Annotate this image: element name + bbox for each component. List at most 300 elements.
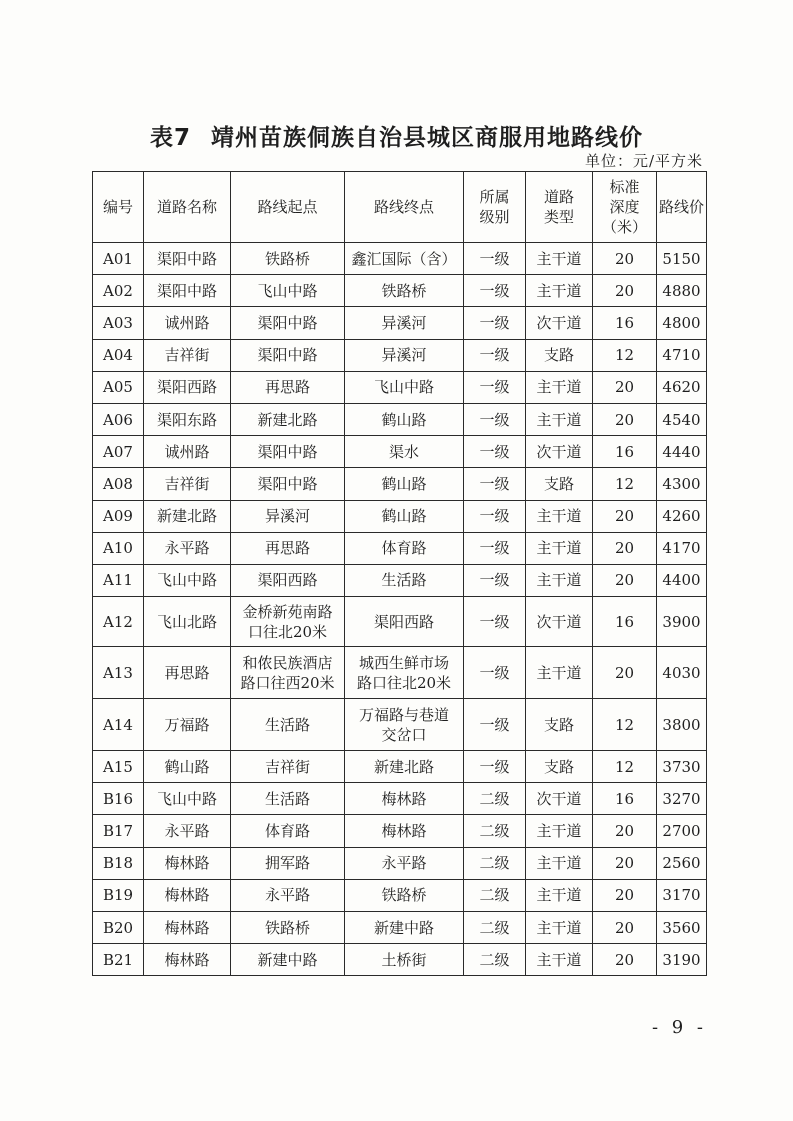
cell-text: 二级: [479, 789, 510, 808]
table-row: [93, 912, 707, 944]
cell-standard-depth: [593, 912, 657, 944]
cell-text: 再思路: [164, 663, 210, 682]
cell-text: A14: [103, 715, 133, 734]
cell-text: 主干道: [536, 950, 582, 969]
cell-standard-depth: [593, 403, 657, 435]
cell-start-point: [231, 403, 345, 435]
cell-end-point: [345, 699, 464, 751]
cell-text: 次干道: [536, 789, 582, 808]
cell-id: [93, 597, 144, 647]
cell-text: 梅林路: [381, 789, 427, 808]
cell-road-name: [144, 243, 231, 275]
cell-text: 城西生鲜市场 路口往北20米: [356, 653, 452, 692]
cell-text: 3730: [662, 757, 701, 776]
cell-text: 一级: [479, 757, 510, 776]
cell-text: 20: [614, 571, 635, 590]
cell-start-point: [231, 468, 345, 500]
cell-text: 飞山中路: [257, 281, 318, 300]
cell-road-type: [526, 783, 593, 815]
cell-road-type: [526, 500, 593, 532]
cell-start-point: [231, 307, 345, 339]
cell-road-name: [144, 307, 231, 339]
cell-id: [93, 912, 144, 944]
cell-text: 飞山北路: [156, 612, 217, 631]
table-row: [93, 500, 707, 532]
cell-standard-depth: [593, 564, 657, 596]
cell-text: 4800: [662, 313, 701, 332]
cell-text: 和侬民族酒店 路口往西20米: [240, 653, 335, 692]
cell-id: [93, 564, 144, 596]
cell-standard-depth: [593, 243, 657, 275]
cell-text: 新建北路: [373, 757, 434, 776]
table-row: [93, 243, 707, 275]
cell-text: 次干道: [536, 313, 582, 332]
cell-text: B16: [102, 789, 134, 808]
table-row: [93, 339, 707, 371]
cell-road-type: [526, 403, 593, 435]
cell-text: 20: [614, 507, 635, 526]
cell-start-point: [231, 879, 345, 911]
cell-text: 20: [614, 918, 635, 937]
cell-text: 次干道: [536, 442, 582, 461]
table-title: 靖州苗族侗族自治县城区商服用地路线价: [211, 125, 643, 151]
cell-text: 永平路: [164, 822, 210, 841]
cell-text: 主干道: [536, 507, 582, 526]
cell-text: 新建中路: [257, 950, 318, 969]
cell-text: 铁路桥: [264, 249, 310, 268]
cell-road-type: [526, 564, 593, 596]
cell-text: 20: [614, 378, 635, 397]
cell-text: 一级: [479, 663, 510, 682]
cell-end-point: [345, 944, 464, 976]
cell-text: 4540: [662, 410, 701, 429]
cell-text: 主干道: [536, 281, 582, 300]
cell-start-point: [231, 436, 345, 468]
cell-text: 新建中路: [373, 918, 434, 937]
cell-text: B21: [102, 950, 134, 969]
cell-text: A07: [103, 442, 133, 461]
cell-route-price: [657, 647, 707, 699]
cell-text: 20: [614, 663, 635, 682]
cell-end-point: [345, 751, 464, 783]
cell-standard-depth: [593, 699, 657, 751]
column-header-label: 路线终点: [373, 198, 434, 216]
cell-road-type: [526, 243, 593, 275]
cell-text: 异溪河: [264, 507, 310, 526]
cell-route-price: [657, 275, 707, 307]
cell-grade: [464, 403, 526, 435]
cell-road-type: [526, 468, 593, 500]
cell-text: 主干道: [536, 410, 582, 429]
cell-text: 再思路: [264, 378, 310, 397]
cell-text: 铁路桥: [264, 918, 310, 937]
cell-road-type: [526, 879, 593, 911]
cell-text: 渠阳西路: [156, 378, 217, 397]
cell-road-name: [144, 699, 231, 751]
cell-end-point: [345, 532, 464, 564]
cell-standard-depth: [593, 647, 657, 699]
cell-text: 主干道: [536, 378, 582, 397]
column-header-standard-depth: [593, 172, 657, 243]
cell-id: [93, 275, 144, 307]
cell-text: 体育路: [381, 539, 427, 558]
cell-text: 二级: [479, 822, 510, 841]
table-row: [93, 307, 707, 339]
cell-end-point: [345, 912, 464, 944]
cell-text: 3270: [662, 789, 701, 808]
cell-route-price: [657, 597, 707, 647]
cell-grade: [464, 847, 526, 879]
cell-text: A06: [103, 410, 133, 429]
cell-text: 二级: [479, 854, 510, 873]
cell-text: 一级: [479, 378, 510, 397]
cell-road-name: [144, 436, 231, 468]
cell-text: 16: [614, 442, 635, 461]
cell-road-name: [144, 339, 231, 371]
cell-id: [93, 339, 144, 371]
cell-road-type: [526, 339, 593, 371]
cell-text: 梅林路: [164, 854, 210, 873]
cell-text: A04: [103, 346, 133, 365]
cell-text: 主干道: [536, 918, 582, 937]
cell-text: 新建北路: [156, 507, 217, 526]
cell-text: 异溪河: [381, 313, 427, 332]
cell-text: 一级: [479, 346, 510, 365]
cell-standard-depth: [593, 436, 657, 468]
page-number: - 9 -: [651, 1017, 707, 1038]
cell-text: 永平路: [381, 854, 427, 873]
cell-route-price: [657, 783, 707, 815]
cell-text: 一级: [479, 571, 510, 590]
cell-id: [93, 371, 144, 403]
cell-end-point: [345, 468, 464, 500]
cell-start-point: [231, 500, 345, 532]
cell-text: 鹤山路: [381, 410, 427, 429]
cell-id: [93, 879, 144, 911]
cell-end-point: [345, 815, 464, 847]
cell-standard-depth: [593, 879, 657, 911]
cell-road-type: [526, 532, 593, 564]
cell-text: 一级: [479, 249, 510, 268]
cell-standard-depth: [593, 532, 657, 564]
cell-grade: [464, 879, 526, 911]
cell-road-name: [144, 847, 231, 879]
cell-start-point: [231, 847, 345, 879]
cell-end-point: [345, 879, 464, 911]
cell-text: 4440: [662, 442, 701, 461]
cell-text: 12: [614, 346, 635, 365]
cell-id: [93, 815, 144, 847]
cell-text: 鹤山路: [381, 474, 427, 493]
cell-start-point: [231, 647, 345, 699]
cell-start-point: [231, 243, 345, 275]
cell-route-price: [657, 815, 707, 847]
cell-text: 3170: [662, 886, 701, 905]
cell-id: [93, 403, 144, 435]
table-number: 表7: [149, 125, 191, 151]
cell-text: A01: [103, 249, 133, 268]
cell-text: A12: [103, 612, 133, 631]
table-row: [93, 436, 707, 468]
cell-text: 一级: [479, 539, 510, 558]
cell-text: A13: [103, 663, 133, 682]
unit-label: 单位：元/平方米: [584, 152, 703, 170]
cell-id: [93, 783, 144, 815]
cell-road-type: [526, 944, 593, 976]
cell-text: 鑫汇国际（含）: [351, 249, 457, 268]
cell-grade: [464, 371, 526, 403]
cell-start-point: [231, 699, 345, 751]
cell-route-price: [657, 468, 707, 500]
cell-standard-depth: [593, 275, 657, 307]
table-row: [93, 847, 707, 879]
cell-road-name: [144, 944, 231, 976]
cell-id: [93, 944, 144, 976]
cell-text: 梅林路: [381, 822, 427, 841]
cell-id: [93, 436, 144, 468]
cell-text: 12: [614, 474, 635, 493]
cell-text: A09: [103, 507, 133, 526]
cell-text: 渠阳东路: [156, 410, 217, 429]
cell-grade: [464, 436, 526, 468]
cell-text: 20: [614, 886, 635, 905]
cell-grade: [464, 468, 526, 500]
road-price-table: [92, 171, 707, 976]
cell-id: [93, 500, 144, 532]
cell-text: 主干道: [536, 822, 582, 841]
cell-road-name: [144, 500, 231, 532]
cell-text: 5150: [662, 249, 701, 268]
cell-route-price: [657, 339, 707, 371]
table-row: [93, 468, 707, 500]
cell-text: 二级: [479, 950, 510, 969]
cell-text: 梅林路: [164, 950, 210, 969]
cell-text: 16: [614, 612, 635, 631]
cell-text: 再思路: [264, 539, 310, 558]
cell-text: 金桥新苑南路 口往北20米: [242, 602, 333, 641]
cell-text: 飞山中路: [373, 378, 434, 397]
cell-text: 3900: [662, 612, 701, 631]
cell-end-point: [345, 307, 464, 339]
cell-text: 4620: [662, 378, 701, 397]
cell-standard-depth: [593, 815, 657, 847]
table-row: [93, 532, 707, 564]
cell-road-type: [526, 815, 593, 847]
cell-road-name: [144, 879, 231, 911]
cell-text: 4880: [662, 281, 701, 300]
cell-text: 渠阳中路: [257, 313, 318, 332]
cell-text: 4170: [662, 539, 701, 558]
cell-start-point: [231, 783, 345, 815]
column-header-label: 道路名称: [156, 198, 217, 216]
column-header-road-type: [526, 172, 593, 243]
cell-text: 支路: [543, 474, 574, 493]
cell-text: 铁路桥: [381, 281, 427, 300]
column-header-label: 路线价: [659, 198, 705, 216]
cell-text: 16: [614, 789, 635, 808]
cell-text: A03: [103, 313, 133, 332]
cell-road-name: [144, 815, 231, 847]
cell-road-type: [526, 436, 593, 468]
table-row: [93, 699, 707, 751]
cell-start-point: [231, 815, 345, 847]
cell-id: [93, 307, 144, 339]
cell-id: [93, 468, 144, 500]
cell-road-name: [144, 403, 231, 435]
cell-grade: [464, 597, 526, 647]
cell-route-price: [657, 371, 707, 403]
cell-grade: [464, 243, 526, 275]
column-header-grade: [464, 172, 526, 243]
column-header-route-price: [657, 172, 707, 243]
cell-text: 渠阳中路: [257, 474, 318, 493]
cell-id: [93, 751, 144, 783]
table-header-row: [93, 172, 707, 243]
cell-start-point: [231, 912, 345, 944]
cell-end-point: [345, 371, 464, 403]
cell-route-price: [657, 403, 707, 435]
cell-text: A15: [103, 757, 133, 776]
table-body: [93, 243, 707, 976]
cell-text: 一级: [479, 715, 510, 734]
cell-grade: [464, 339, 526, 371]
table-row: [93, 275, 707, 307]
cell-text: 飞山中路: [156, 571, 217, 590]
cell-start-point: [231, 564, 345, 596]
cell-route-price: [657, 912, 707, 944]
cell-text: 3800: [662, 715, 701, 734]
cell-grade: [464, 815, 526, 847]
cell-text: 一级: [479, 507, 510, 526]
cell-road-name: [144, 371, 231, 403]
cell-grade: [464, 647, 526, 699]
cell-text: 永平路: [264, 886, 310, 905]
cell-start-point: [231, 339, 345, 371]
cell-text: 生活路: [381, 571, 427, 590]
document-title: [0, 119, 793, 152]
column-header-road-name: [144, 172, 231, 243]
cell-text: 一级: [479, 313, 510, 332]
column-header-id: [93, 172, 144, 243]
cell-road-name: [144, 532, 231, 564]
cell-end-point: [345, 275, 464, 307]
cell-text: 3190: [662, 950, 701, 969]
table-row: [93, 403, 707, 435]
cell-standard-depth: [593, 468, 657, 500]
table-row: [93, 783, 707, 815]
column-header-start-point: [231, 172, 345, 243]
cell-route-price: [657, 436, 707, 468]
cell-road-name: [144, 468, 231, 500]
table-row: [93, 647, 707, 699]
cell-text: 一级: [479, 442, 510, 461]
cell-text: 主干道: [536, 854, 582, 873]
cell-start-point: [231, 275, 345, 307]
cell-standard-depth: [593, 597, 657, 647]
cell-text: 万福路与巷道 交岔口: [358, 705, 449, 744]
cell-road-name: [144, 564, 231, 596]
cell-text: 支路: [543, 715, 574, 734]
cell-text: 主干道: [536, 539, 582, 558]
cell-road-type: [526, 912, 593, 944]
cell-end-point: [345, 500, 464, 532]
cell-text: 20: [614, 539, 635, 558]
cell-end-point: [345, 243, 464, 275]
cell-road-type: [526, 647, 593, 699]
cell-standard-depth: [593, 371, 657, 403]
cell-text: 鹤山路: [164, 757, 210, 776]
cell-text: 主干道: [536, 571, 582, 590]
cell-text: 4030: [662, 663, 701, 682]
cell-route-price: [657, 751, 707, 783]
column-header-label: 所属 级别: [479, 188, 510, 226]
column-header-label: 编号: [102, 198, 133, 216]
cell-grade: [464, 912, 526, 944]
cell-text: 新建北路: [257, 410, 318, 429]
cell-id: [93, 647, 144, 699]
cell-route-price: [657, 564, 707, 596]
cell-text: 体育路: [264, 822, 310, 841]
cell-end-point: [345, 339, 464, 371]
cell-text: 铁路桥: [381, 886, 427, 905]
cell-road-type: [526, 371, 593, 403]
cell-text: 二级: [479, 886, 510, 905]
cell-text: 4300: [662, 474, 701, 493]
cell-grade: [464, 944, 526, 976]
cell-start-point: [231, 371, 345, 403]
cell-text: A10: [103, 539, 133, 558]
cell-end-point: [345, 847, 464, 879]
cell-grade: [464, 307, 526, 339]
cell-text: 鹤山路: [381, 507, 427, 526]
cell-text: 4710: [662, 346, 701, 365]
cell-text: 20: [614, 249, 635, 268]
cell-road-name: [144, 783, 231, 815]
cell-text: 梅林路: [164, 918, 210, 937]
cell-road-name: [144, 751, 231, 783]
cell-text: A08: [103, 474, 133, 493]
cell-grade: [464, 500, 526, 532]
cell-text: 渠阳西路: [257, 571, 318, 590]
table-row: [93, 879, 707, 911]
cell-text: 一级: [479, 474, 510, 493]
cell-road-name: [144, 912, 231, 944]
cell-id: [93, 847, 144, 879]
cell-end-point: [345, 564, 464, 596]
cell-text: 生活路: [264, 715, 310, 734]
cell-route-price: [657, 944, 707, 976]
cell-text: 渠阳中路: [257, 346, 318, 365]
cell-text: B20: [102, 918, 134, 937]
cell-text: 万福路: [164, 715, 210, 734]
cell-road-type: [526, 847, 593, 879]
cell-start-point: [231, 532, 345, 564]
cell-grade: [464, 751, 526, 783]
column-header-label: 标准 深度 （米）: [601, 178, 647, 236]
cell-text: B18: [102, 854, 134, 873]
cell-text: 支路: [543, 346, 574, 365]
cell-text: 吉祥街: [264, 757, 310, 776]
cell-text: 生活路: [264, 789, 310, 808]
cell-text: A05: [103, 378, 133, 397]
cell-route-price: [657, 307, 707, 339]
cell-text: 土桥街: [381, 950, 427, 969]
column-header-end-point: [345, 172, 464, 243]
table-row: [93, 564, 707, 596]
cell-road-name: [144, 275, 231, 307]
cell-text: 3560: [662, 918, 701, 937]
cell-text: 一级: [479, 410, 510, 429]
